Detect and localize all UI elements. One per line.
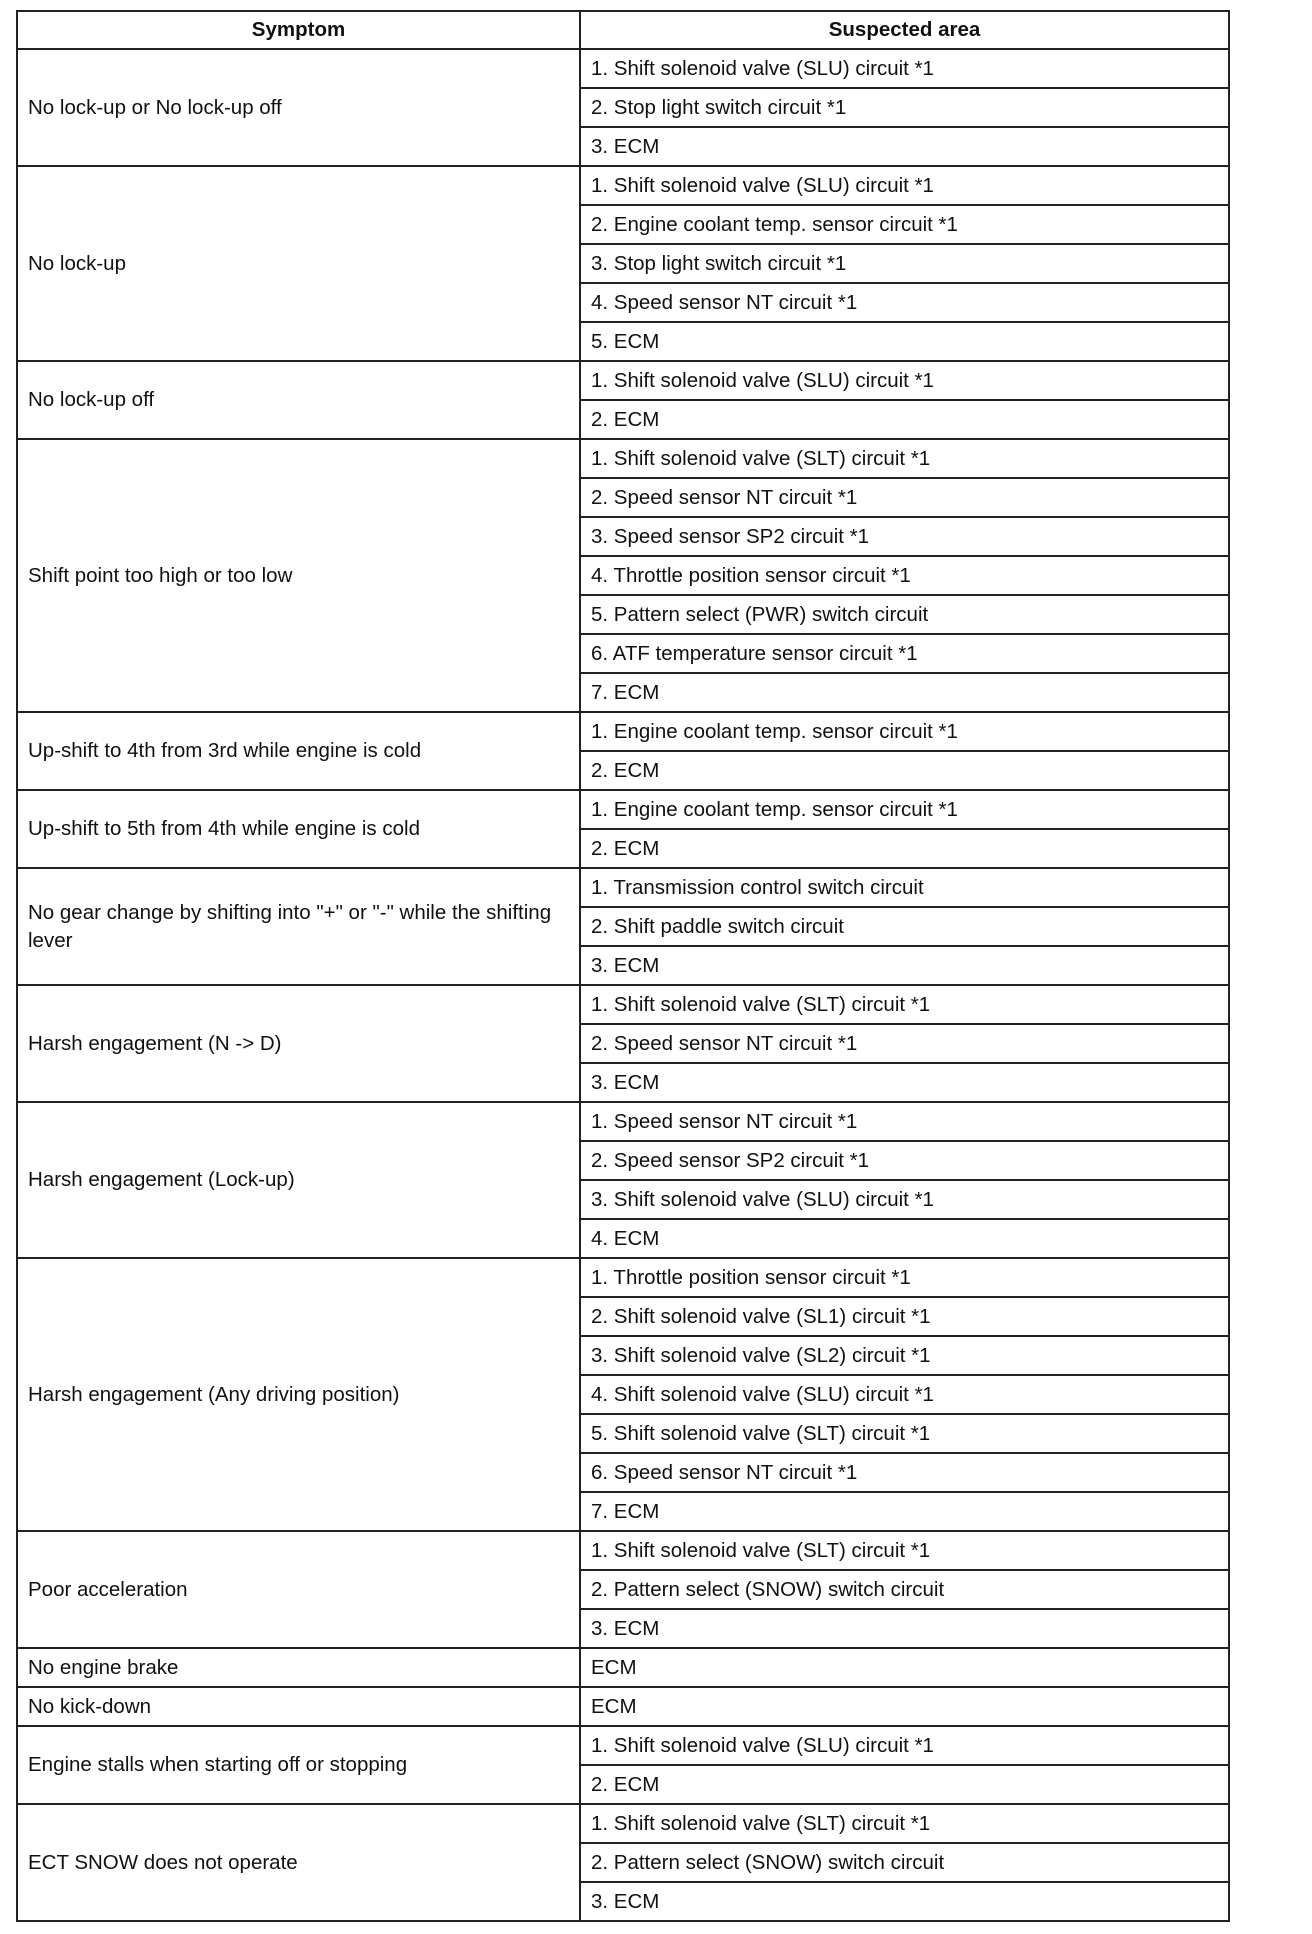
symptom-cell: ECT SNOW does not operate [17, 1804, 580, 1921]
suspected-area-cell: 7. ECM [580, 1492, 1229, 1531]
symptom-cell: No lock-up off [17, 361, 580, 439]
suspected-area-cell: 3. ECM [580, 1882, 1229, 1921]
suspected-area-cell: 3. ECM [580, 1609, 1229, 1648]
suspected-area-cell: 4. ECM [580, 1219, 1229, 1258]
suspected-area-cell: 2. Stop light switch circuit *1 [580, 88, 1229, 127]
symptom-header: Symptom [17, 11, 580, 49]
table-row [17, 361, 1229, 400]
suspected-area-cell: 2. Speed sensor NT circuit *1 [580, 1024, 1229, 1063]
suspected-area-cell: 3. Stop light switch circuit *1 [580, 244, 1229, 283]
suspected-area-cell: 3. ECM [580, 946, 1229, 985]
table-row [17, 439, 1229, 478]
table-body [17, 49, 1229, 1921]
suspected-area-cell: 1. Shift solenoid valve (SLT) circuit *1 [580, 985, 1229, 1024]
suspected-area-cell: 2. Engine coolant temp. sensor circuit *1 [580, 205, 1229, 244]
table-row [17, 49, 1229, 88]
table-row [17, 1648, 1229, 1687]
suspected-area-cell: 3. Shift solenoid valve (SL2) circuit *1 [580, 1336, 1229, 1375]
symptom-cell: Up-shift to 5th from 4th while engine is cold [17, 790, 580, 868]
suspected-area-cell: 1. Shift solenoid valve (SLT) circuit *1 [580, 1804, 1229, 1843]
symptom-cell: Up-shift to 4th from 3rd while engine is cold [17, 712, 580, 790]
table-row [17, 1726, 1229, 1765]
suspected-area-cell: 1. Shift solenoid valve (SLT) circuit *1 [580, 439, 1229, 478]
table-row [17, 1687, 1229, 1726]
suspected-area-cell: 1. Shift solenoid valve (SLU) circuit *1 [580, 166, 1229, 205]
symptom-cell: Harsh engagement (N -> D) [17, 985, 580, 1102]
suspected-area-cell: 3. ECM [580, 1063, 1229, 1102]
table-row [17, 868, 1229, 907]
symptom-cell: Engine stalls when starting off or stopping [17, 1726, 580, 1804]
symptom-cell: Shift point too high or too low [17, 439, 580, 712]
suspected-area-cell: 2. Shift solenoid valve (SL1) circuit *1 [580, 1297, 1229, 1336]
symptom-cell: Poor acceleration [17, 1531, 580, 1648]
suspected-area-cell: 7. ECM [580, 673, 1229, 712]
suspected-area-cell: 2. Pattern select (SNOW) switch circuit [580, 1843, 1229, 1882]
suspected-area-cell: 2. ECM [580, 751, 1229, 790]
suspected-area-cell: 1. Speed sensor NT circuit *1 [580, 1102, 1229, 1141]
suspected-area-cell: 2. Speed sensor NT circuit *1 [580, 478, 1229, 517]
table-row [17, 1804, 1229, 1843]
suspected-area-cell: 5. Pattern select (PWR) switch circuit [580, 595, 1229, 634]
suspected-area-cell: 2. Shift paddle switch circuit [580, 907, 1229, 946]
symptom-cell: Harsh engagement (Any driving position) [17, 1258, 580, 1531]
table-row [17, 1102, 1229, 1141]
suspected-area-cell: ECM [580, 1687, 1229, 1726]
table-row [17, 985, 1229, 1024]
suspected-area-cell: 3. Speed sensor SP2 circuit *1 [580, 517, 1229, 556]
suspected-area-cell: 4. Throttle position sensor circuit *1 [580, 556, 1229, 595]
symptom-cell: No engine brake [17, 1648, 580, 1687]
suspected-area-cell: 4. Speed sensor NT circuit *1 [580, 283, 1229, 322]
suspected-area-header: Suspected area [580, 11, 1229, 49]
suspected-area-cell: 6. ATF temperature sensor circuit *1 [580, 634, 1229, 673]
suspected-area-cell: 3. ECM [580, 127, 1229, 166]
suspected-area-cell: 1. Shift solenoid valve (SLT) circuit *1 [580, 1531, 1229, 1570]
suspected-area-cell: 5. ECM [580, 322, 1229, 361]
suspected-area-cell: 1. Engine coolant temp. sensor circuit *1 [580, 712, 1229, 751]
suspected-area-cell: 1. Transmission control switch circuit [580, 868, 1229, 907]
symptom-cell: No lock-up [17, 166, 580, 361]
symptom-cell: Harsh engagement (Lock-up) [17, 1102, 580, 1258]
suspected-area-cell: 1. Engine coolant temp. sensor circuit *1 [580, 790, 1229, 829]
symptom-cell: No lock-up or No lock-up off [17, 49, 580, 166]
table-row [17, 1258, 1229, 1297]
table-row [17, 166, 1229, 205]
suspected-area-cell: 5. Shift solenoid valve (SLT) circuit *1 [580, 1414, 1229, 1453]
header-row [17, 11, 1229, 49]
suspected-area-cell: 2. Pattern select (SNOW) switch circuit [580, 1570, 1229, 1609]
suspected-area-cell: ECM [580, 1648, 1229, 1687]
suspected-area-cell: 6. Speed sensor NT circuit *1 [580, 1453, 1229, 1492]
suspected-area-cell: 2. Speed sensor SP2 circuit *1 [580, 1141, 1229, 1180]
suspected-area-cell: 2. ECM [580, 829, 1229, 868]
suspected-area-cell: 1. Shift solenoid valve (SLU) circuit *1 [580, 361, 1229, 400]
suspected-area-cell: 1. Throttle position sensor circuit *1 [580, 1258, 1229, 1297]
table-row [17, 790, 1229, 829]
table-row [17, 712, 1229, 751]
suspected-area-cell: 3. Shift solenoid valve (SLU) circuit *1 [580, 1180, 1229, 1219]
suspected-area-cell: 1. Shift solenoid valve (SLU) circuit *1 [580, 49, 1229, 88]
suspected-area-cell: 2. ECM [580, 1765, 1229, 1804]
suspected-area-cell: 1. Shift solenoid valve (SLU) circuit *1 [580, 1726, 1229, 1765]
symptom-cell: No kick-down [17, 1687, 580, 1726]
table-row [17, 1531, 1229, 1570]
symptom-cell: No gear change by shifting into "+" or "-" while the shifting lever [17, 868, 580, 985]
suspected-area-cell: 4. Shift solenoid valve (SLU) circuit *1 [580, 1375, 1229, 1414]
symptom-table [16, 10, 1230, 1922]
suspected-area-cell: 2. ECM [580, 400, 1229, 439]
